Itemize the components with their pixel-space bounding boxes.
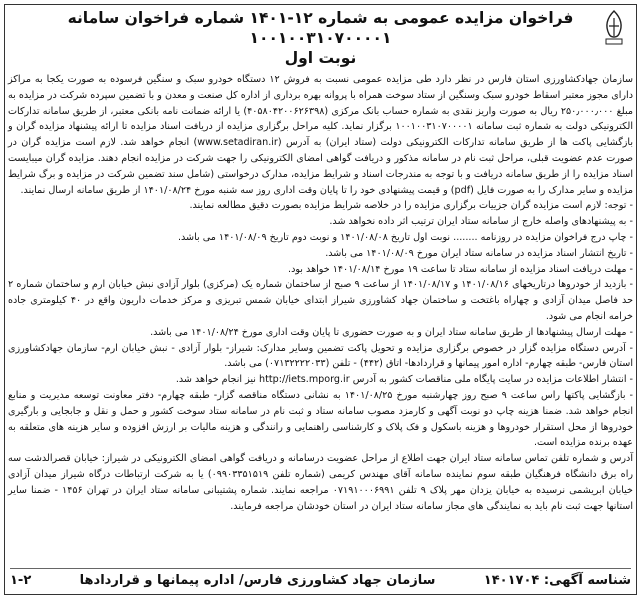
ad-id: شناسه آگهی: ۱۴۰۱۷۰۴	[483, 572, 631, 588]
emblem-icon	[597, 8, 631, 48]
list-item: - توجه: لازم است مزایده گران جزییات برگزاری مزایده را در خلاصه شرایط مزایده بصورت دقیق مطالعه نمایند.	[189, 200, 633, 212]
footer-bar	[10, 568, 631, 591]
list-item: - مهلت دریافت اسناد مزایده از سامانه ستاد تا ساعت ۱۹ مورخ ۱۴۰۱/۰۸/۱۴ خواهد بود.	[288, 263, 633, 275]
list-item: - تاریخ انتشار اسناد مزایده در سامانه ستاد ایران مورخ ۱۴۰۱/۰۸/۰۹ می باشد.	[325, 247, 633, 259]
list-item: - چاپ درج فراخوان مزایده در روزنامه ........ نوبت اول تاریخ ۱۴۰۱/۰۸/۰۸ و نوبت دوم تاریخ ۱۴۰۱/۰۸/۰۹ می باشد.	[177, 231, 633, 243]
list-item: - آدرس دستگاه مزایده گزار در خصوص برگزاری مزایده و تحویل پاکت تضمین وسایر مدارک: شیراز- بلوار آزادی - نبش خیابان ارم- سازمان جهادکشاورزی استان فارس- طبقه چهارم- اداره امور پیمانها و قراردادها- اتاق (۴۴۲) - تلفن (۰۷۱۳۲۲۲۲۰۳۳) می باشد.	[8, 342, 633, 370]
intro-paragraph: سازمان جهادکشاورزی استان فارس در نظر دارد طی مزایده عمومی نسبت به فروش ۱۲ دستگاه خودرو سبک و سنگین فرسوده به صورت یکجا به مراکز دارای مجوز معتبر اسقاط خودرو سبک وسنگین از ستاد سوخت همراه با پروانه بهره برداری از اداره کل صنعت و معدن و با تضمین سپرده شرکت در مزایده به مبلغ ۲۵۰٫۰۰۰٫۰۰۰ ریال به صورت واریز نقدی به شماره حساب بانک مرکزی (۴۰۵۸۰۴۲۰۰۶۲۶۳۹۸) یا ارائه ضمانت نامه بانکی معتبر، از طریق سامانه تدارکات الکترونیکی دولت به شماره ثبت سامانه ۱۰۰۱۰۰۳۱۰۷۰۰۰۰۱ برگزار نماید. کلیه مراحل برگزاری مزایده از دریافت اسناد مزایده تا ارائه پیشنهاد مزایده گران و بازگشایی پاکت ها از طریق سامانه تدارکات الکترونیکی دولت (ستاد ایران) به آدرس (www.setadiran.ir) انجام خواهد شد. لازم است مزایده گران در صورت عدم عضویت قبلی، مراحل ثبت نام در سامانه مذکور و دریافت گواهی امضای الکترونیکی را جهت شرکت در مزایده انجام دهند. مزایده گران میبایست اسناد مزایده را از طریق سامانه دریافت و با توجه به مندرجات اسناد و شرایط مزایده، مدارک درخواستی (شامل سند تضمین شرکت در مزایده و برگ شرایط مزایده و سایر مدارک را به صورت فایل (pdf) و قیمت پیشنهادی خود را تا پایان وقت اداری روز سه شنبه مورخ ۱۴۰۱/۰۸/۲۴ از طریق سامانه ارسال نمایند.	[8, 74, 633, 196]
page-border	[4, 4, 637, 595]
list-item: - انتشار اطلاعات مزایده در سایت پایگاه ملی مناقصات کشور به آدرس http://iets.mporg.ir نیز انجام خواهد شد.	[175, 374, 633, 386]
list-item: - بازگشایی پاکتها راس ساعت ۹ صبح روز چهارشنبه مورخ ۱۴۰۱/۰۸/۲۵ به نشانی دستگاه مناقصه گزار- طبقه چهارم- دفتر معاونت توسعه مدیریت و منابع انجام خواهد شد. ضمنا هزینه چاپ دو نوبت آگهی و کارمزد مصوب سامانه ستاد و ثبت نام در سامانه ستاد سوخت کشور و حمل و نقل و جابجایی و بارگیری خودروها از محل استقرار خودروها و هزینه باسکول و فک پلاک و کارشناسی راهنمایی و رانندگی و هزینه مالیات بر ارزش افزوده و سایر هزینه های متعلقه به عهده برنده مزایده است.	[8, 389, 634, 449]
list-item: - مهلت ارسال پیشنهادها از طریق سامانه ستاد ایران و به صورت حضوری تا پایان وقت اداری مورخ ۱۴۰۱/۰۸/۲۴ می باشد.	[150, 326, 633, 338]
page-title: فراخوان مزایده عمومی به شماره ۱۲-۱۴۰۱ شماره فراخوان سامانه ۱۰۰۱۰۰۳۱۰۷۰۰۰۰۱	[67, 9, 574, 47]
page-number: ۱-۲	[10, 572, 32, 588]
list-item: آدرس و شماره تلفن تماس سامانه ستاد ایران جهت اطلاع از مراحل عضویت درسامانه و دریافت گواهی امضای الکترونیکی در شیراز: خیابان قصرالدشت سه راه برق دانشگاه فرهنگیان طبقه سوم نماینده سامانه آقای مهندس کریمی (شماره تلفن ۰۹۹۰۳۳۵۱۵۱۹) یا به شرکت ارتباطات درگاه شیراز میدان آزادی خیابان ابریشمی نرسیده به خیابان یزدان مهر پلاک ۹ تلفن ۰۷۱۹۱۰۰۰۶۹۹۱ مراجعه نمایند. شماره پشتیبانی سامانه ستاد ایران در تهران ۱۴۵۶ - ضمنا سایر استانها جهت ثبت نام باید به نمایندگی های مجاز سامانه ستاد ایران در استان خودشان مراجعه فرمایند.	[8, 453, 633, 512]
list-item: - بازدید از خودروها درتاریخهای ۱۴۰۱/۰۸/۱۶ و ۱۴۰۱/۰۸/۱۷ از ساعت ۹ صبح از ساختمان شماره یک (مرکزی) بلوار آزادی نبش خیابان ارم و ساختمان شماره ۲ حد فاصل میدان آزادی و چهاراه باغتخت و ساختمان جهاد کشاورزی شیراز ابتدای خیابان شمس تبریزی و مرکز خدمات داریون واقع در ۴۰ کیلومتری جاده خرامه انجام می شود.	[8, 279, 634, 322]
list-item: - به پیشنهادهای واصله خارج از سامانه ستاد ایران ترتیب اثر داده نخواهد شد.	[329, 216, 633, 228]
organization-name: سازمان جهاد کشاورزی فارس/ اداره پیمانها و قراردادها	[79, 572, 436, 588]
page-subtitle: نوبت اول	[284, 49, 357, 67]
